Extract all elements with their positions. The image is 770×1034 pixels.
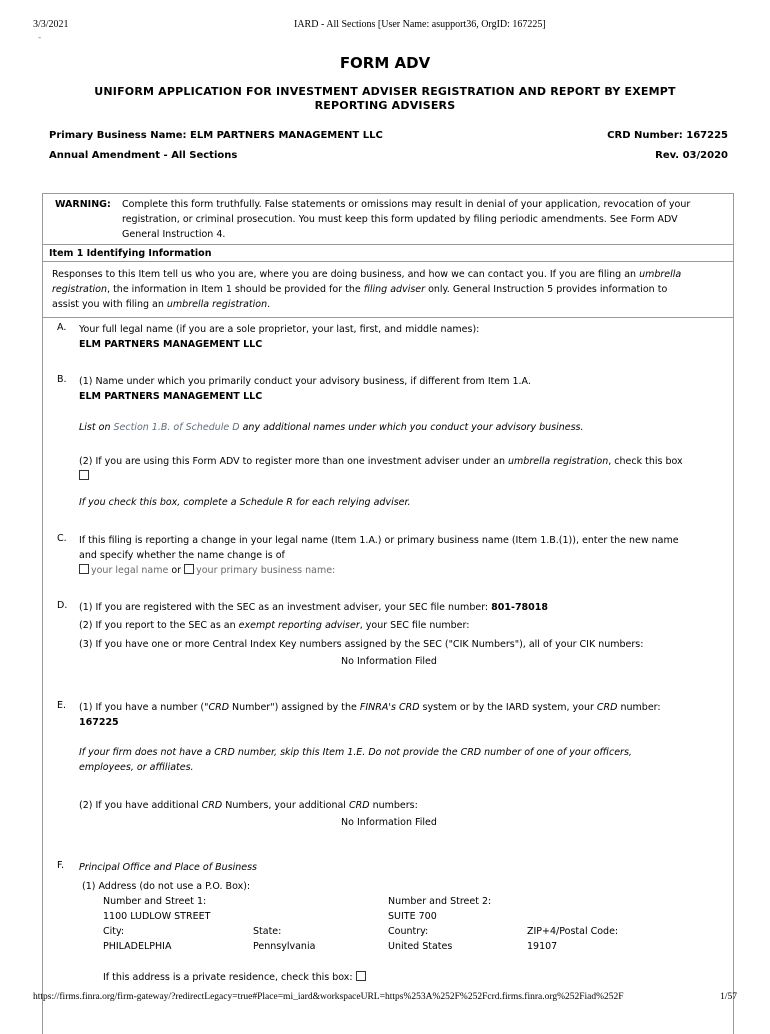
item-e-letter: E. [57, 700, 67, 711]
additional-crd-no-information: No Information Filed [341, 817, 437, 828]
page-url: https://firms.finra.org/firm-gateway/?redirectLegacy=true#Place=mi_iard&workspaceURL=https%253A%252F%252Fcrd.firms.finra.org%252Fiad%252F [33, 992, 624, 1002]
form-subtitle: UNIFORM APPLICATION FOR INVESTMENT ADVISER REGISTRATION AND REPORT BY EXEMPT REPORTING ADVISERS [94, 85, 676, 112]
item-d-letter: D. [57, 600, 68, 611]
business-name-checkbox[interactable] [184, 564, 194, 574]
item-e-question-2: (2) If you have additional CRD Numbers, your additional CRD numbers: [79, 800, 418, 811]
item-b-letter: B. [57, 374, 67, 385]
business-name-value: ELM PARTNERS MANAGEMENT LLC [79, 391, 263, 402]
city-label: City: [103, 926, 125, 937]
street1-value: 1100 LUDLOW STREET [103, 911, 211, 922]
umbrella-checkbox-wrap [79, 469, 91, 484]
name-change-options: your legal name or your primary business name: [79, 563, 335, 578]
amendment-type: Annual Amendment - All Sections [49, 150, 238, 161]
zip-label: ZIP+4/Postal Code: [527, 926, 619, 937]
umbrella-registration-checkbox[interactable] [79, 470, 89, 480]
cik-no-information: No Information Filed [341, 656, 437, 667]
state-label: State: [253, 926, 282, 937]
street2-value: SUITE 700 [388, 911, 437, 922]
form-revision: Rev. 03/2020 [655, 150, 728, 161]
zip-value: 19107 [527, 941, 558, 952]
print-date: 3/3/2021 [33, 19, 69, 30]
address-label: (1) Address (do not use a P.O. Box): [82, 881, 251, 892]
form-content-box [42, 193, 734, 1034]
item-b-question-2: (2) If you are using this Form ADV to register more than one investment adviser under an umbrella registration, check this box [79, 456, 683, 467]
city-value: PHILADELPHIA [103, 941, 172, 952]
primary-business-name: Primary Business Name: ELM PARTNERS MANAGEMENT LLC [49, 130, 383, 141]
page-number: 1/57 [720, 992, 737, 1002]
item-f-letter: F. [57, 860, 64, 871]
item1-intro: Responses to this Item tell us who you are, where you are doing business, and how we can contact you. If you are filing an umbrella registration, the information in Item 1 should be provided for the filing adviser only. General Instruction 5 provides information to assist you with filing an umbrella registration. [52, 269, 682, 310]
legal-name-value: ELM PARTNERS MANAGEMENT LLC [79, 339, 263, 350]
divider [43, 317, 733, 318]
sec-file-number: 801-78018 [491, 602, 548, 613]
item1-heading: Item 1 Identifying Information [49, 248, 212, 259]
warning-text: Complete this form truthfully. False statements or omissions may result in denial of your application, revocation of your registration, or criminal prosecution. You must keep this form updated by filing periodic amendments. See Form ADV General Instruction 4. [122, 199, 691, 240]
schedule-d-link[interactable]: Section 1.B. of Schedule D [113, 422, 240, 433]
private-residence-checkbox[interactable] [356, 971, 366, 981]
item-f-heading: Principal Office and Place of Business [79, 862, 257, 873]
item-b-note: If you check this box, complete a Schedule R for each relying adviser. [79, 497, 411, 508]
street1-label: Number and Street 1: [103, 896, 207, 907]
item-c-question: If this filing is reporting a change in your legal name (Item 1.A.) or primary business name (Item 1.B.(1)), enter the new name and specify whether the name change is of [79, 535, 679, 561]
private-residence-row: If this address is a private residence, check this box: [103, 970, 368, 985]
warning-label: WARNING: [55, 199, 111, 210]
divider [43, 261, 733, 262]
print-header-title: IARD - All Sections [User Name: asupport36, OrgID: 167225] [294, 19, 546, 30]
item-d-question-2: (2) If you report to the SEC as an exempt reporting adviser, your SEC file number: [79, 620, 470, 631]
item-e-question-1: (1) If you have a number ("CRD Number") assigned by the FINRA's CRD system or by the IARD system, your CRD number: [79, 702, 661, 713]
form-title: FORM ADV [339, 54, 431, 72]
item-a-letter: A. [57, 322, 67, 333]
item-e-note: If your firm does not have a CRD number, skip this Item 1.E. Do not provide the CRD number of one of your officers, employees, or affiliates. [79, 747, 632, 773]
item-d-question-3: (3) If you have one or more Central Index Key numbers assigned by the SEC ("CIK Numbers"), all of your CIK numbers: [79, 639, 644, 650]
street2-label: Number and Street 2: [388, 896, 492, 907]
item-d-question-1: (1) If you are registered with the SEC as an investment adviser, your SEC file number: 801-78018 [79, 602, 548, 613]
legal-name-checkbox[interactable] [79, 564, 89, 574]
country-value: United States [388, 941, 453, 952]
crd-number: CRD Number: 167225 [607, 130, 728, 141]
item-c-letter: C. [57, 533, 67, 544]
country-label: Country: [388, 926, 429, 937]
state-value: Pennsylvania [253, 941, 316, 952]
item-b-question-1: (1) Name under which you primarily conduct your advisory business, if different from Item 1.A. [79, 376, 531, 387]
item-a-question: Your full legal name (if you are a sole proprietor, your last, first, and middle names): [79, 324, 480, 335]
header-mark: - [38, 33, 42, 43]
item-b-list-note: List on Section 1.B. of Schedule D any additional names under which you conduct your advisory business. [79, 422, 584, 433]
divider [43, 244, 733, 245]
crd-number-value: 167225 [79, 717, 119, 728]
